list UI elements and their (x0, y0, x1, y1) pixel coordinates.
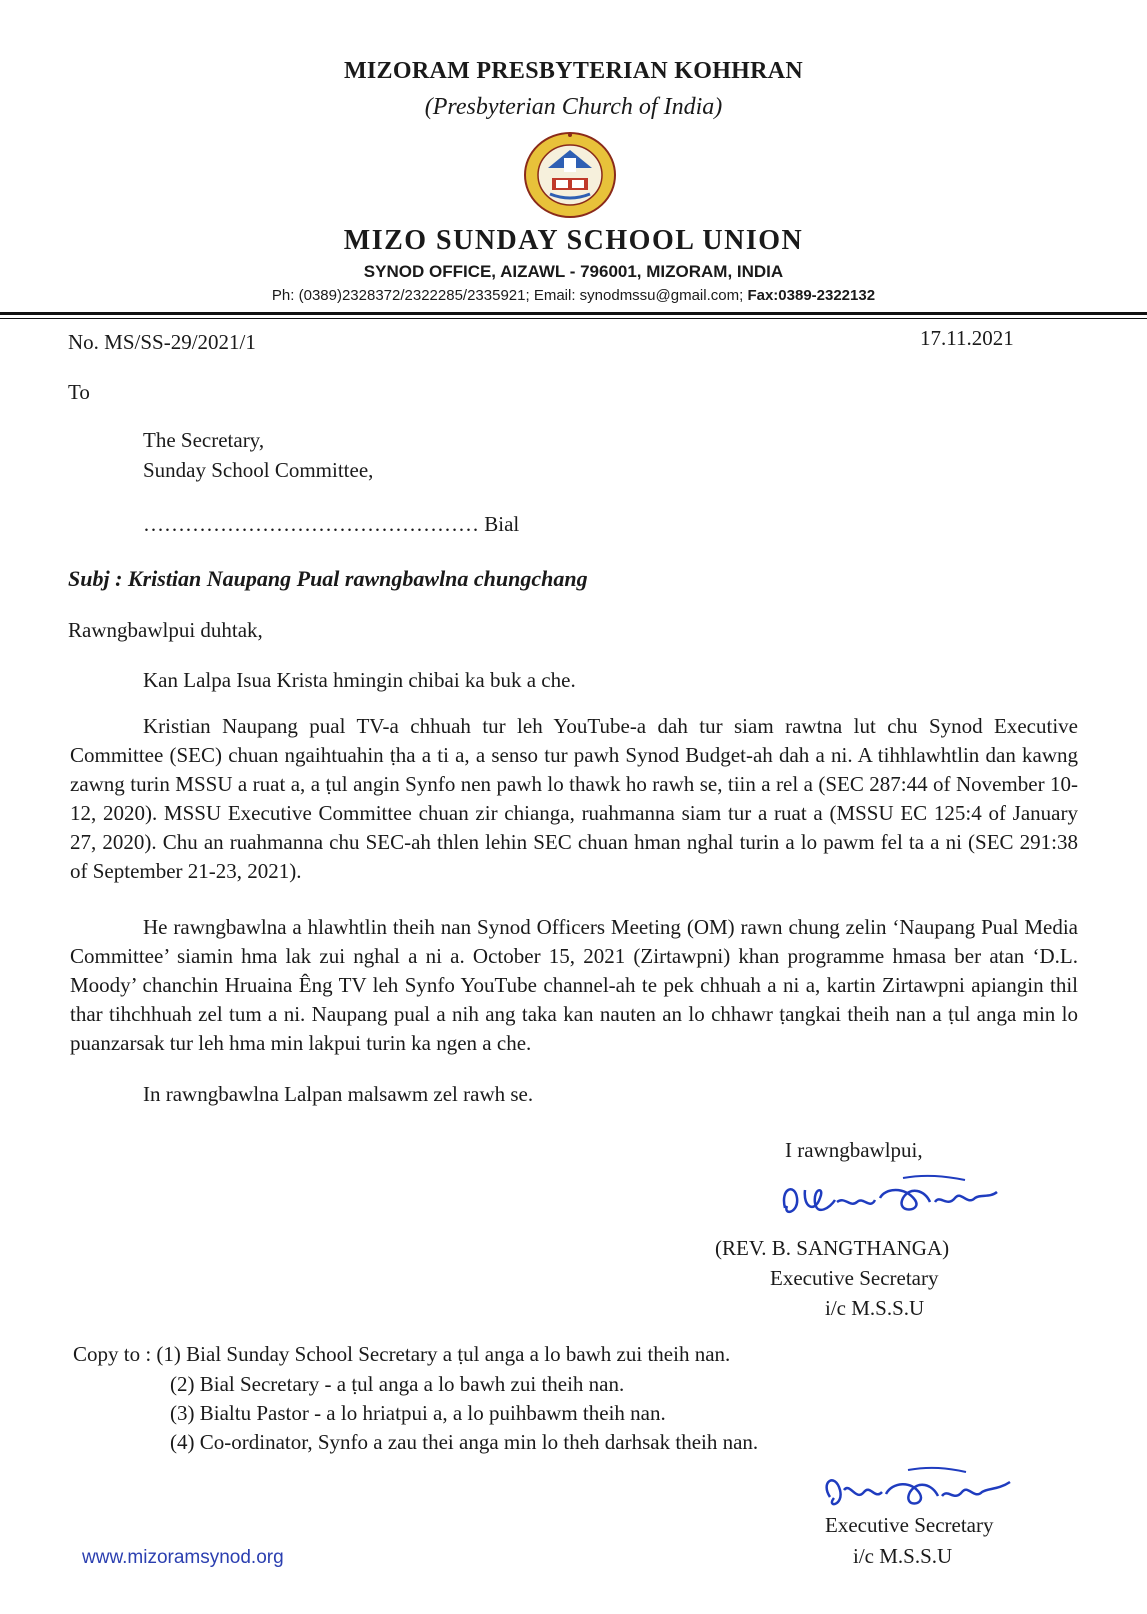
paragraph-1: Kristian Naupang pual TV-a chhuah tur leh YouTube-a dah tur siam rawtna lut chu Synod Executive Committee (SEC) chuan ngaihtuahin ṭha a ti a, a senso tur pawh Synod Budget-ah dah a ni. A tihhlawhtlin dan kawng zawng turin MSSU a ruat a, a ṭul angin Synfo nen pawh lo thawk ho rawh se, tiin a rel a (SEC 287:44 of November 10-12, 2020). MSSU Executive Committee chuan zir chianga, ruahmanna siam tur a ruat a (MSSU EC 125:4 of January 27, 2020). Chu an ruahmanna chu SEC-ah thlen lehin SEC chuan hman nghal turin a lo pawm fel ta a ni (SEC 291:38 of September 21-23, 2021). (70, 714, 1078, 883)
second-signatory-title: Executive Secretary (825, 1513, 994, 1537)
signatory-subtitle: i/c M.S.S.U (825, 1296, 925, 1320)
addressee-line-1: The Secretary, (143, 428, 265, 452)
header-divider-thin (0, 318, 1147, 319)
website-link[interactable]: www.mizoramsynod.org (82, 1547, 284, 1568)
addressee-line-2: Sunday School Committee, (143, 458, 374, 482)
contact-line (0, 287, 1147, 304)
paragraph-2: He rawngbawlna a hlawhtlin theih nan Synod Officers Meeting (OM) rawn chung zelin ‘Naupang Pual Media Committee’ siamin hma lak zui nghal a ni a. October 15, 2021 (Zirtawpni) khan programme hmasa ber atan ‘D.L. Moody’ chanchin Hruaina Êng TV leh Synfo YouTube channel-ah te pek chhuah a ni a, kartin Zirtawpni apiangin thil thar tihchhuah zel tum a ni. Naupang pual a nih ang taka kan nauten an lo chhawr ṭangkai theih nan a ṭul anga min lo puanzarsak tur leh hma min lakpui turin ka ngen a che. (70, 915, 1078, 1055)
letter-date: 17.11.2021 (920, 326, 1014, 350)
to-label: To (68, 380, 90, 404)
signatory-title: Executive Secretary (770, 1266, 939, 1290)
subject-line: Subj : Kristian Naupang Pual rawngbawlna chungchang (68, 566, 588, 591)
signature-image (775, 1168, 1025, 1228)
reference-number: No. MS/SS-29/2021/1 (68, 330, 256, 354)
signatory-name: (REV. B. SANGTHANGA) (715, 1236, 950, 1260)
copy-to-3: (3) Bialtu Pastor - a lo hriatpui a, a lo puihbawm theih nan. (170, 1401, 666, 1425)
copy-to-2: (2) Bial Secretary - a ṭul anga a lo bawh zui theih nan. (170, 1372, 625, 1396)
contact-details: Ph: (0389)2328372/2322285/2335921; Email: synodmssu@gmail.com; (271, 287, 748, 304)
greeting: Kan Lalpa Isua Krista hmingin chibai ka buk a che. (143, 668, 576, 692)
copy-to-1: Copy to : (1) Bial Sunday School Secretary a ṭul anga a lo bawh zui theih nan. (73, 1342, 731, 1366)
fax-number: Fax:0389-2322132 (747, 287, 876, 304)
second-signatory-subtitle: i/c M.S.S.U (853, 1544, 953, 1568)
org-name: MIZORAM PRESBYTERIAN KOHHRAN (343, 58, 804, 84)
header-divider-thick (0, 312, 1147, 315)
addressee-line-3: ………………………………………… Bial (143, 512, 520, 536)
church-seal-logo (520, 130, 620, 220)
copy-to-4: (4) Co-ordinator, Synfo a zau thei anga min lo theh darhsak theih nan. (170, 1430, 759, 1454)
office-address: SYNOD OFFICE, AIZAWL - 796001, MIZORAM, INDIA (363, 262, 784, 281)
org-subtitle: (Presbyterian Church of India) (424, 94, 723, 120)
union-name: MIZO SUNDAY SCHOOL UNION (343, 225, 804, 256)
paragraph-3: In rawngbawlna Lalpan malsawm zel rawh se. (143, 1082, 534, 1106)
salutation: Rawngbawlpui duhtak, (68, 618, 263, 642)
closing: I rawngbawlpui, (785, 1138, 923, 1162)
